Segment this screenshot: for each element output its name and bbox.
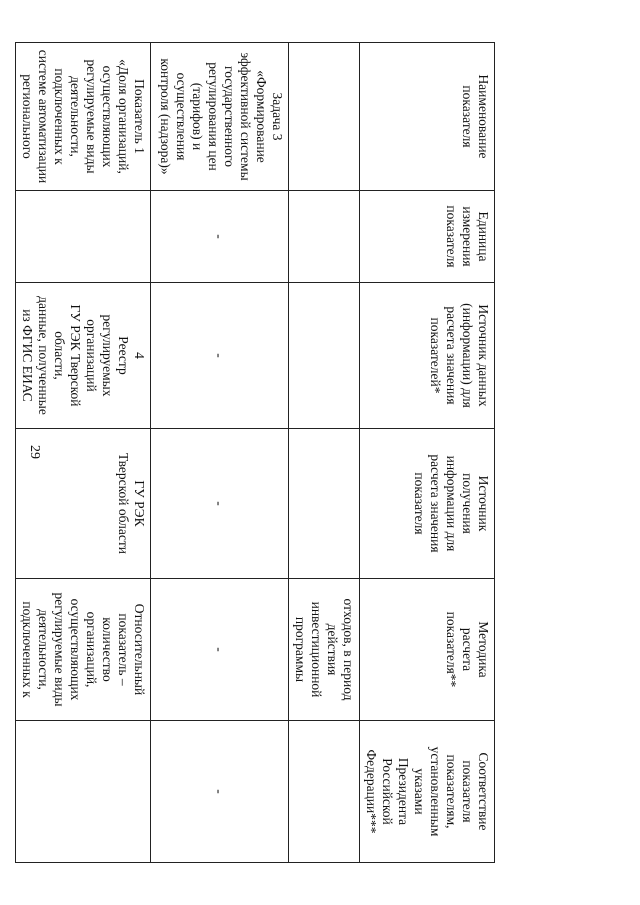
table-header-row [360, 43, 495, 863]
header-methodology: Методика расчета показателя** [360, 579, 495, 721]
row1-data-source [289, 283, 360, 429]
row3-compliance [16, 721, 151, 863]
row1-compliance [289, 721, 360, 863]
page-number: 29 [27, 445, 42, 459]
table-row [151, 43, 289, 863]
row2-indicator: Задача 3 «Формирование эффективной системы государственного регулирования цен (тарифов) и осуществления контроля (надзора)» [151, 43, 289, 191]
header-indicator-name: Наименование показателя [360, 43, 495, 191]
row2-compliance: - [151, 721, 289, 863]
row1-indicator [289, 43, 360, 191]
row1-methodology: отходов, в период действия инвестиционной программы [289, 579, 360, 721]
table-row [289, 43, 360, 863]
header-unit: Единица измерения показателя [360, 191, 495, 283]
row1-info-source [289, 429, 360, 579]
row3-methodology: Относительный показатель – количество организаций, осуществляющих регулируемые виды деятельности, подключенных к [16, 579, 151, 721]
table-row [16, 43, 151, 863]
row2-methodology: - [151, 579, 289, 721]
row3-indicator: Показатель 1 «Доля организаций, осуществляющих регулируемые виды деятельности, подключенных к системе автоматизации регионального [16, 43, 151, 191]
row3-data-source: 4 Реестр регулируемых организаций ГУ РЭК Тверской области, данные, полученные из ФГИС ЕИАС [16, 283, 151, 429]
row2-data-source: - [151, 283, 289, 429]
row3-info-source: ГУ РЭК Тверской области [16, 429, 151, 579]
row1-unit [289, 191, 360, 283]
header-info-source: Источник получения информации для расчета значения показателя [360, 429, 495, 579]
row2-info-source: - [151, 429, 289, 579]
indicator-table [15, 42, 495, 863]
header-compliance: Соответствие показателя показателям, установленным указами Президента Российской Федерации*** [360, 721, 495, 863]
row2-unit: - [151, 191, 289, 283]
row3-unit [16, 191, 151, 283]
header-data-source: Источник данных (информации) для расчета значения показателей* [360, 283, 495, 429]
